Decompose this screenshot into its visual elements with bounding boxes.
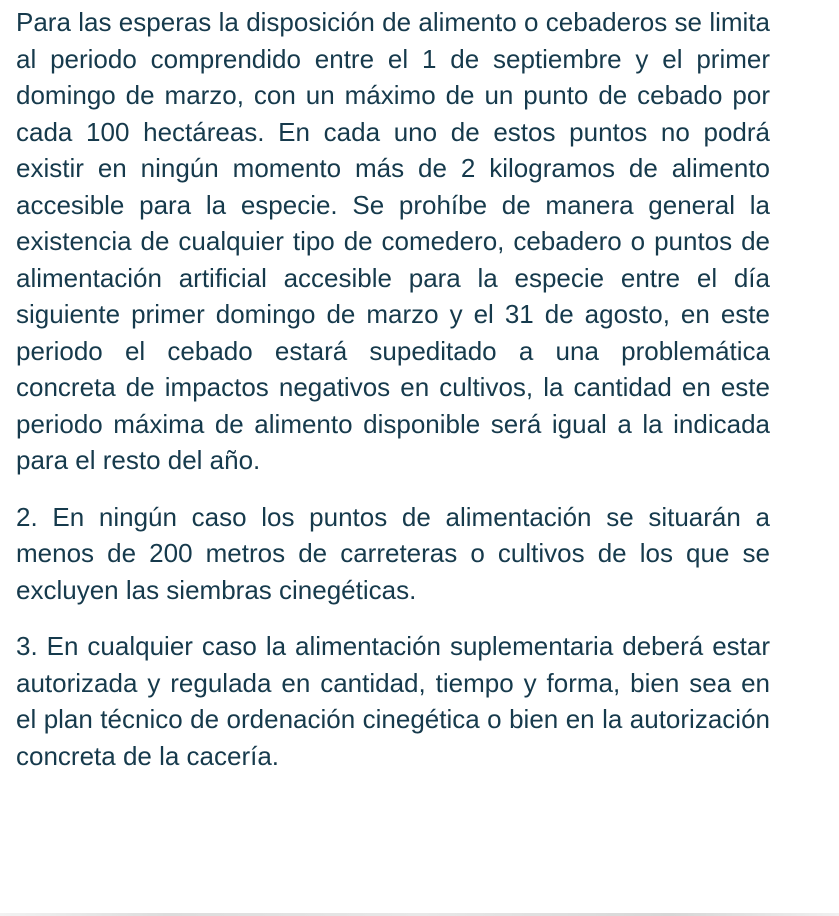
document-body <box>16 4 770 774</box>
paragraph-feeding-periods: Para las esperas la disposición de alimento o cebaderos se limita al periodo comprendido entre el 1 de septiembre y el primer domingo de marzo, con un máximo de un punto de cebado por cada 100 hectáreas. En cada uno de estos puntos no podrá existir en ningún momento más de 2 kilogramos de alimento accesible para la especie. Se prohíbe de manera general la existencia de cualquier tipo de comedero, cebadero o puntos de alimentación artificial accesible para la especie entre el día siguiente primer domingo de marzo y el 31 de agosto, en este periodo el cebado estará supeditado a una problemática concreta de impactos negativos en cultivos, la cantidad en este periodo máxima de alimento disponible será igual a la indicada para el resto del año. <box>16 7 770 475</box>
paragraph-distance-rule: 2. En ningún caso los puntos de alimentación se situarán a menos de 200 metros de carreteras o cultivos de los que se excluyen las siembras cinegéticas. <box>16 501 770 605</box>
paragraph-authorization-rule: 3. En cualquier caso la alimentación suplementaria deberá estar autorizada y regulada en cantidad, tiempo y forma, bien sea en el plan técnico de ordenación cinegética o bien en la autorización concreta de la cacería. <box>16 631 770 771</box>
